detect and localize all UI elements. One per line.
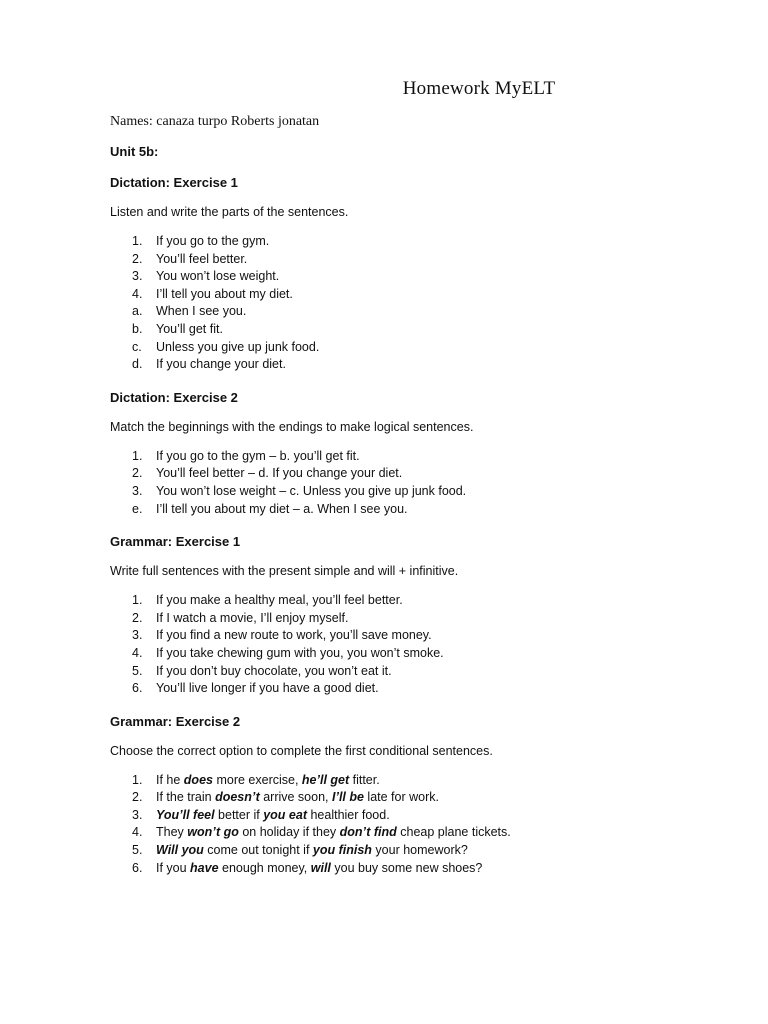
list-item-text [156,610,348,628]
list-item [132,356,708,374]
text-run: cheap plane tickets. [396,825,511,840]
list-item [132,627,708,645]
list-item-text [156,268,279,286]
emphasized-text: You’ll feel [156,807,215,822]
list-item [132,807,708,825]
list-item [132,448,708,466]
emphasized-text: I’ll be [332,790,364,805]
exercise-section [110,390,708,518]
emphasized-text: won’t go [187,825,239,840]
list-item [132,772,708,790]
emphasized-text: you eat [263,807,307,822]
exercise-section [110,534,708,698]
exercise-section [110,714,708,878]
text-run: more exercise, [212,772,302,787]
list-item-text [156,860,482,878]
list-item [132,645,708,663]
text-run: You won’t lose weight. [156,269,280,284]
exercise-sections [110,175,708,877]
exercise-section [110,175,708,374]
text-run: If you find a new route to work, you’ll save money. [156,628,432,643]
text-run: If you make a healthy meal, you’ll feel better. [156,593,403,608]
list-item [132,268,708,286]
text-run: You’ll get fit. [156,321,223,336]
answer-list [110,448,708,518]
section-heading: Dictation: Exercise 2 [110,389,238,405]
student-names: Names: canaza turpo Roberts jonatan [110,114,320,129]
text-run: come out tonight if [203,843,313,858]
list-item [132,339,708,357]
section-heading: Dictation: Exercise 1 [110,175,238,190]
list-marker: 3. [132,269,143,284]
section-heading: Grammar: Exercise 2 [110,713,241,729]
section-instruction: Match the beginnings with the endings to make logical sentences. [110,419,474,434]
list-marker: 6. [132,860,143,875]
list-marker: 1. [132,593,143,608]
text-run: You’ll feel better – d. If you change your diet. [156,466,403,481]
section-instruction: Choose the correct option to complete the first conditional sentences. [110,743,493,758]
list-marker: 2. [132,251,143,266]
list-marker: 1. [132,234,143,248]
text-run: enough money, [218,860,311,875]
unit-label: Unit 5b: [110,144,159,159]
list-item-text [156,233,269,251]
list-item [132,321,708,339]
list-marker: 2. [132,790,143,805]
text-run: late for work. [363,790,439,805]
list-item [132,824,708,842]
list-item-text [156,824,511,842]
list-marker: 5. [132,663,143,678]
text-run: When I see you. [156,304,247,319]
list-marker: 1. [132,448,143,463]
list-item [132,663,708,681]
text-run: They [156,825,188,840]
text-run: on holiday if they [238,825,340,840]
list-item-text [156,789,439,807]
list-item-text [156,501,408,519]
section-heading: Grammar: Exercise 1 [110,534,241,550]
emphasized-text: does [183,772,213,787]
list-item-text [156,842,468,860]
list-item [132,303,708,321]
list-marker: d. [132,357,143,372]
text-run: If you take chewing gum with you, you won’t smoke. [156,645,444,660]
list-item-text [156,303,246,321]
list-item [132,842,708,860]
list-item [132,483,708,501]
text-run: If you don’t buy chocolate, you won’t eat it. [156,663,392,678]
list-item [132,286,708,304]
answer-list [110,772,708,878]
text-run: If you change your diet. [156,357,286,372]
list-item-text [156,663,392,681]
emphasized-text: have [190,860,219,875]
list-marker: b. [132,321,143,336]
list-item [132,251,708,269]
text-run: I’ll tell you about my diet – a. When I see you. [156,501,408,516]
list-marker: a. [132,304,143,319]
list-marker: 1. [132,772,143,787]
list-marker: e. [132,501,143,516]
list-item-text [156,339,319,357]
text-run: If he [156,772,184,787]
list-item-text [156,592,403,610]
document-title: Homework MyELT [402,78,556,99]
text-run: you buy some new shoes? [330,860,483,875]
list-item [132,501,708,519]
list-item [132,789,708,807]
list-marker: 4. [132,286,143,301]
text-run: I’ll tell you about my diet. [156,286,293,301]
emphasized-text: will [310,860,331,875]
list-item-text [156,772,380,790]
text-run: If you go to the gym – b. you’ll get fit. [156,448,360,463]
text-run: healthier food. [306,807,390,822]
text-run: If you go to the gym. [156,234,270,248]
text-run: fitter. [349,772,380,787]
section-instruction: Write full sentences with the present simple and will + infinitive. [110,564,459,579]
list-marker: c. [132,339,142,354]
text-run: arrive soon, [259,790,332,805]
list-marker: 4. [132,645,143,660]
list-item-text [156,483,466,501]
text-run: better if [214,807,264,822]
emphasized-text: don’t find [339,825,397,840]
answer-list [110,592,708,698]
text-run: You’ll feel better. [156,251,248,266]
section-instruction: Listen and write the parts of the sentences. [110,205,349,219]
list-marker: 5. [132,843,143,858]
text-run: If the train [156,790,216,805]
list-item-text [156,465,402,483]
list-item-text [156,321,223,339]
answer-list [110,233,708,374]
emphasized-text: Will you [156,843,204,858]
text-run: your homework? [371,843,468,858]
list-marker: 3. [132,807,143,822]
list-marker: 2. [132,466,143,481]
list-marker: 2. [132,610,143,625]
list-item [132,610,708,628]
list-item [132,592,708,610]
list-marker: 6. [132,681,143,696]
list-marker: 3. [132,483,143,498]
text-run: You’ll live longer if you have a good diet. [156,681,379,696]
list-item-text [156,356,286,374]
list-item [132,465,708,483]
list-item-text [156,807,390,825]
list-marker: 3. [132,628,143,643]
text-run: If I watch a movie, I’ll enjoy myself. [156,610,349,625]
list-item [132,860,708,878]
text-run: Unless you give up junk food. [156,339,320,354]
list-item-text [156,680,379,698]
list-item-text [156,448,360,466]
list-item [132,233,708,251]
emphasized-text: you finish [312,843,372,858]
emphasized-text: doesn’t [215,790,260,805]
list-item [132,680,708,698]
list-marker: 4. [132,825,143,840]
list-item-text [156,251,247,269]
list-item-text [156,627,432,645]
list-item-text [156,645,444,663]
emphasized-text: he’ll get [301,772,350,787]
text-run: If you [156,860,191,875]
list-item-text [156,286,293,304]
text-run: You won’t lose weight – c. Unless you give up junk food. [156,483,467,498]
